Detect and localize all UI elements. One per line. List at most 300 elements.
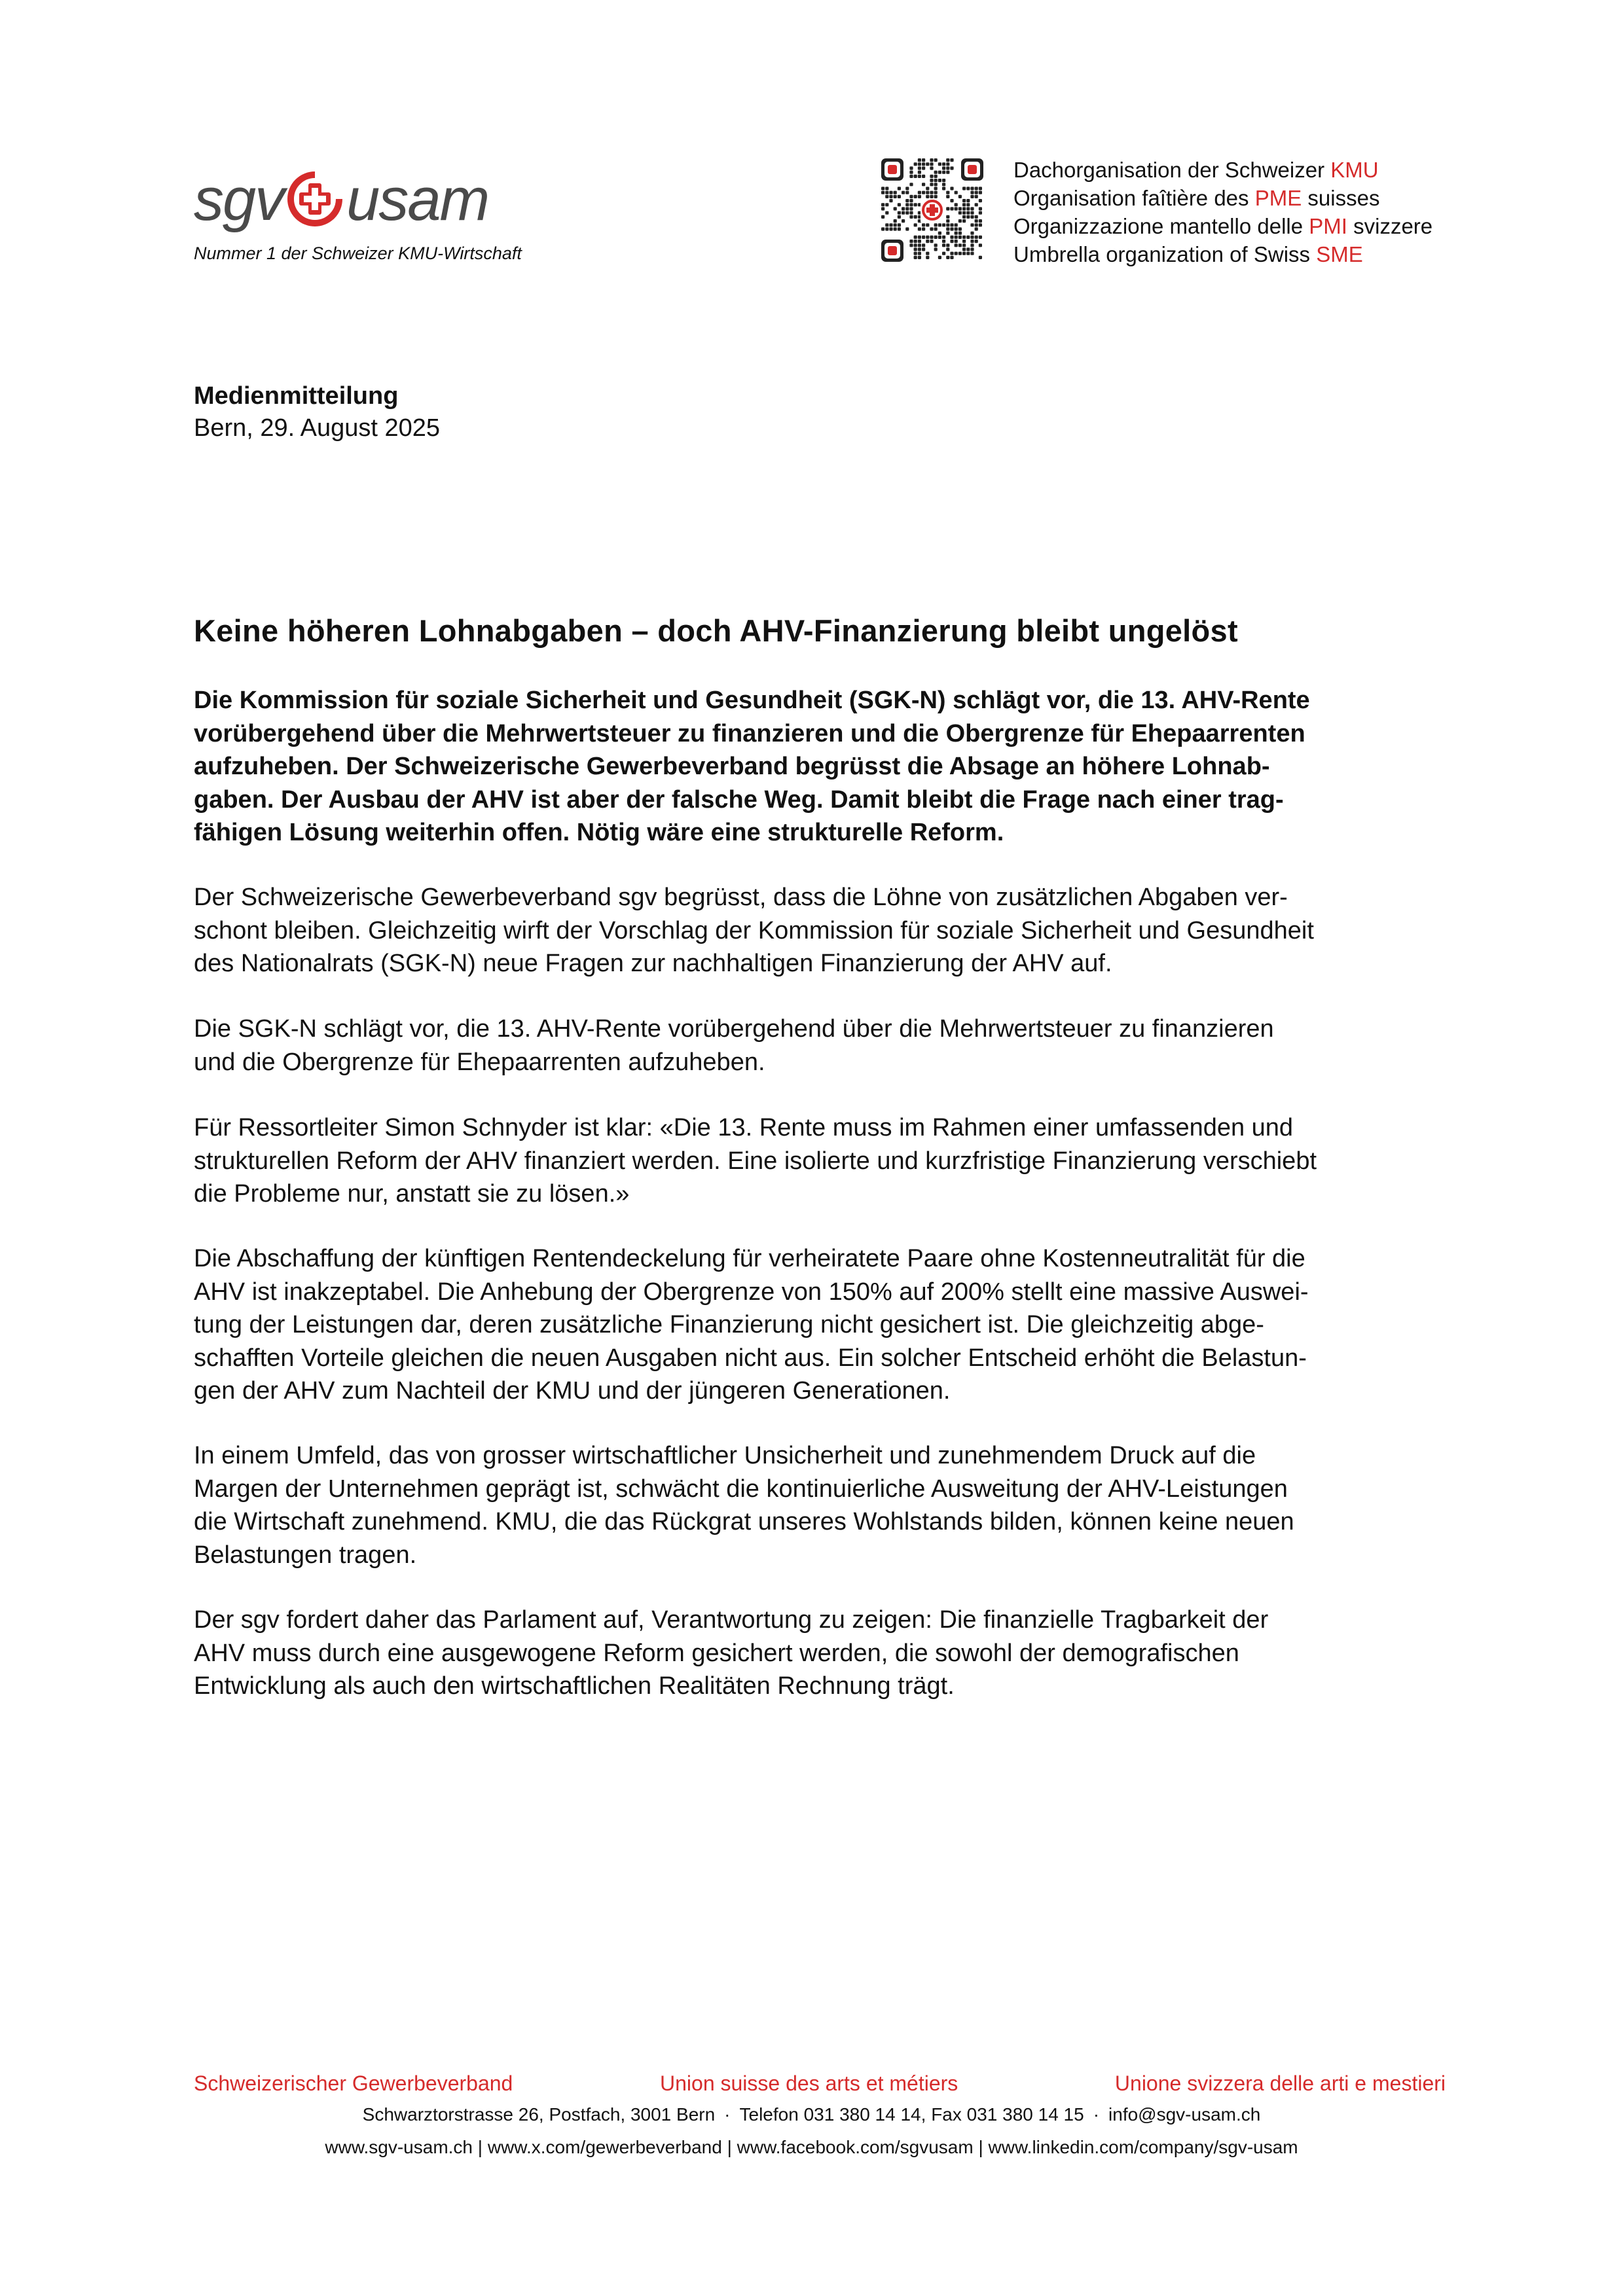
qr-module [946, 215, 949, 219]
footer-org-de: Schweizerischer Gewerbeverband [194, 2072, 513, 2095]
qr-module [942, 223, 945, 226]
qr-module [914, 223, 917, 226]
qr-module [930, 158, 933, 162]
qr-module [958, 252, 962, 255]
qr-module [926, 187, 929, 190]
paragraph-line: schafften Vorteile gleichen die neuen Ausgaben nicht aus. Ein solcher Entscheid erhöht die Belastun- [194, 1344, 1307, 1372]
lead-line: gaben. Der Ausbau der AHV ist aber der falsche Weg. Damit bleibt die Frage nach einer trag- [194, 785, 1284, 814]
qr-module [934, 247, 938, 251]
footer-email-link[interactable]: info@sgv-usam.ch [1108, 2104, 1261, 2125]
qr-module [942, 183, 945, 186]
paragraph-line: die Wirtschaft zunehmend. KMU, die das Rückgrat unseres Wohlstands bilden, können keine neuen [194, 1508, 1294, 1535]
qr-module [909, 203, 913, 206]
qr-module [909, 183, 913, 186]
qr-module [950, 240, 953, 243]
footer-phone: Telefon 031 380 14 14, Fax 031 380 14 15 [739, 2104, 1084, 2125]
qr-module [881, 203, 884, 206]
qr-module [955, 223, 958, 226]
qr-module [975, 240, 978, 243]
paragraph-line: AHV ist inakzeptabel. Die Anhebung der Obergrenze von 150% auf 200% stellt eine massive Auswei- [194, 1278, 1309, 1306]
qr-module [938, 236, 941, 239]
qr-module [918, 236, 921, 239]
qr-module [914, 236, 917, 239]
body-paragraph-2 [194, 1013, 1438, 1079]
qr-module [930, 162, 933, 166]
qr-module [955, 236, 958, 239]
qr-module [970, 236, 974, 239]
qr-module [942, 171, 945, 174]
qr-module [979, 211, 982, 215]
footer-organizations [194, 2072, 1446, 2098]
qr-module [930, 175, 933, 178]
qr-module [975, 223, 978, 226]
qr-module [922, 191, 925, 194]
footer-separator: · [724, 2104, 731, 2125]
qr-module [966, 187, 970, 190]
qr-module [934, 158, 938, 162]
qr-module [955, 252, 958, 255]
paragraph-line: In einem Umfeld, das von grosser wirtschaftlicher Unsicherheit und zunehmendem Druck auf die [194, 1442, 1256, 1469]
qr-module [934, 223, 938, 226]
body-paragraph-6 [194, 1604, 1438, 1703]
qr-module [909, 243, 913, 247]
qr-module [970, 243, 974, 247]
qr-module [946, 219, 949, 223]
paragraph-line: Belastungen tragen. [194, 1541, 417, 1569]
qr-module [902, 211, 905, 215]
qr-module [946, 162, 949, 166]
qr-module [930, 183, 933, 186]
qr-module [962, 215, 966, 219]
footer-separator: · [1093, 2104, 1100, 2125]
qr-module [934, 175, 938, 178]
qr-module [881, 227, 884, 230]
qr-module [942, 243, 945, 247]
qr-module [885, 187, 888, 190]
qr-module [926, 195, 929, 198]
qr-module [942, 240, 945, 243]
qr-module [979, 223, 982, 226]
qr-module [918, 195, 921, 198]
qr-module [902, 191, 905, 194]
qr-module [922, 236, 925, 239]
qr-module [934, 187, 938, 190]
qr-module [889, 191, 892, 194]
qr-module [979, 207, 982, 210]
qr-module [918, 162, 921, 166]
qr-module [885, 203, 888, 206]
qr-module [970, 195, 974, 198]
qr-module [926, 223, 929, 226]
qr-module [950, 158, 953, 162]
qr-module [955, 207, 958, 210]
qr-module [922, 227, 925, 230]
swiss-cross-emblem-icon [285, 169, 345, 229]
qr-module [958, 195, 962, 198]
paragraph-line: Die Abschaffung der künftigen Rentendeckelung für verheiratete Paare ohne Kostenneutralität für die [194, 1245, 1305, 1272]
qr-module [930, 236, 933, 239]
qr-module [930, 166, 933, 170]
qr-module [946, 247, 949, 251]
footer-link-separator: | [978, 2137, 983, 2157]
qr-module [926, 191, 929, 194]
qr-module [942, 179, 945, 182]
qr-module [979, 219, 982, 223]
release-type: Medienmitteilung [194, 382, 399, 410]
body-paragraph-3 [194, 1111, 1438, 1211]
qr-module [970, 240, 974, 243]
qr-module [946, 207, 949, 210]
qr-finder-top-right [961, 158, 983, 181]
qr-module [885, 227, 888, 230]
qr-module [946, 223, 949, 226]
qr-module [966, 252, 970, 255]
qr-module [970, 247, 974, 251]
qr-module [950, 166, 953, 170]
qr-module [958, 207, 962, 210]
qr-module [979, 256, 982, 259]
qr-module [970, 207, 974, 210]
qr-module [894, 219, 897, 223]
qr-module [881, 187, 884, 190]
qr-module [966, 199, 970, 202]
qr-module [975, 195, 978, 198]
paragraph-line: AHV muss durch eine ausgewogene Reform gesichert werden, die sowohl der demografischen [194, 1639, 1239, 1667]
qr-module [909, 215, 913, 219]
qr-module [918, 166, 921, 170]
qr-module [909, 166, 913, 170]
footer-links-line [0, 2137, 1623, 2158]
paragraph-line: Für Ressortleiter Simon Schnyder ist klar: «Die 13. Rente muss im Rahmen einer umfassenden und [194, 1114, 1294, 1141]
qr-module [934, 171, 938, 174]
qr-module [889, 227, 892, 230]
qr-module [898, 203, 901, 206]
footer-org-fr: Union suisse des arts et métiers [660, 2072, 958, 2095]
qr-module [950, 207, 953, 210]
qr-module [902, 219, 905, 223]
qr-module [946, 191, 949, 194]
qr-module [926, 256, 929, 259]
qr-module [938, 179, 941, 182]
qr-module [946, 243, 949, 247]
qr-module [966, 215, 970, 219]
qr-module [889, 195, 892, 198]
qr-module [950, 187, 953, 190]
qr-module [905, 191, 909, 194]
qr-module [938, 171, 941, 174]
qr-module [914, 240, 917, 243]
qr-module [914, 252, 917, 255]
qr-module [970, 215, 974, 219]
qr-module [914, 203, 917, 206]
qr-module [914, 247, 917, 251]
org-line-fr: Organisation faîtière des PME suisses [1013, 186, 1380, 210]
logo-text-right: usam [346, 166, 489, 233]
qr-module [914, 175, 917, 178]
qr-module [946, 158, 949, 162]
qr-module [898, 227, 901, 230]
qr-module [979, 187, 982, 190]
qr-module [898, 187, 901, 190]
qr-module [898, 223, 901, 226]
qr-module [950, 256, 953, 259]
lead-paragraph [194, 684, 1438, 850]
qr-module [958, 227, 962, 230]
qr-module [909, 171, 913, 174]
qr-module [909, 211, 913, 215]
qr-module [922, 162, 925, 166]
body-paragraph-1 [194, 881, 1438, 980]
org-line-it: Organizzazione mantello delle PMI svizzere [1013, 214, 1433, 238]
qr-module [930, 195, 933, 198]
qr-module [950, 236, 953, 239]
paragraph-line: Die SGK-N schlägt vor, die 13. AHV-Rente vorübergehend über die Mehrwertsteuer zu finanzieren [194, 1015, 1274, 1043]
qr-module [962, 199, 966, 202]
paragraph-line: Margen der Unternehmen geprägt ist, schwächt die kontinuierliche Ausweitung der AHV-Leistungen [194, 1475, 1288, 1503]
qr-module [955, 191, 958, 194]
qr-module [979, 243, 982, 247]
qr-module [955, 203, 958, 206]
lead-line: Die Kommission für soziale Sicherheit und Gesundheit (SGK-N) schlägt vor, die 13. AHV-Rente [194, 687, 1310, 714]
qr-module [955, 227, 958, 230]
paragraph-line: und die Obergrenze für Ehepaarrenten aufzuheben. [194, 1048, 765, 1076]
qr-module [918, 227, 921, 230]
qr-module [889, 199, 892, 202]
qr-module [918, 191, 921, 194]
qr-module [918, 240, 921, 243]
footer-link-website[interactable]: www.sgv-usam.ch [325, 2137, 473, 2157]
qr-module [975, 219, 978, 223]
qr-module [926, 162, 929, 166]
qr-module [922, 158, 925, 162]
qr-module [946, 227, 949, 230]
qr-module [894, 227, 897, 230]
qr-module [966, 203, 970, 206]
footer-org-it: Unione svizzera delle arti e mestieri [1114, 2072, 1446, 2095]
paragraph-line: Der Schweizerische Gewerbeverband sgv begrüsst, dass die Löhne von zusätzlichen Abgaben ver- [194, 884, 1288, 911]
qr-module [958, 211, 962, 215]
qr-module [942, 162, 945, 166]
qr-module [905, 211, 909, 215]
qr-module [962, 236, 966, 239]
qr-module [894, 195, 897, 198]
footer-link-x[interactable]: www.x.com/gewerbeverband [487, 2137, 722, 2157]
qr-module [966, 236, 970, 239]
qr-module [962, 203, 966, 206]
qr-module [918, 158, 921, 162]
sgv-usam-logo [194, 167, 560, 239]
qr-module [881, 191, 884, 194]
qr-module [926, 240, 929, 243]
qr-module [970, 191, 974, 194]
qr-module [946, 232, 949, 235]
qr-module [938, 223, 941, 226]
qr-module [979, 191, 982, 194]
logo-tagline: Nummer 1 der Schweizer KMU-Wirtschaft [194, 243, 522, 263]
qr-module [938, 256, 941, 259]
qr-module [885, 223, 888, 226]
paragraph-line: tung der Leistungen dar, deren zusätzliche Finanzierung nicht gesichert ist. Die gleichzeitig abge- [194, 1311, 1264, 1338]
qr-module [962, 252, 966, 255]
qr-code-icon [880, 157, 985, 263]
qr-module [962, 187, 966, 190]
qr-module [979, 199, 982, 202]
qr-module [902, 207, 905, 210]
org-line-de: Dachorganisation der Schweizer KMU [1013, 158, 1379, 182]
qr-module [922, 243, 925, 247]
qr-finder-top-left [881, 158, 903, 181]
footer-link-separator: | [477, 2137, 483, 2157]
qr-module [938, 232, 941, 235]
qr-module [950, 199, 953, 202]
paragraph-line: gen der AHV zum Nachteil der KMU und der jüngeren Generationen. [194, 1377, 951, 1405]
lead-line: aufzuheben. Der Schweizerische Gewerbeverband begrüsst die Absage an höhere Lohnab- [194, 753, 1270, 780]
paragraph-line: die Probleme nur, anstatt sie zu lösen.» [194, 1180, 630, 1208]
qr-module [930, 240, 933, 243]
qr-module [918, 243, 921, 247]
qr-module [934, 227, 938, 230]
qr-module [909, 207, 913, 210]
qr-module [905, 187, 909, 190]
qr-module [926, 236, 929, 239]
qr-module [918, 247, 921, 251]
qr-module [918, 256, 921, 259]
qr-module [955, 232, 958, 235]
qr-module [966, 211, 970, 215]
qr-module [922, 183, 925, 186]
paragraph-line: schont bleiben. Gleichzeitig wirft der Vorschlag der Kommission für soziale Sicherheit und Gesundheit [194, 916, 1314, 944]
qr-module [914, 162, 917, 166]
release-date: Bern, 29. August 2025 [194, 414, 441, 442]
qr-module [962, 243, 966, 247]
qr-module [942, 187, 945, 190]
footer-address: Schwarztorstrasse 26, Postfach, 3001 Bern [362, 2104, 716, 2125]
qr-module [930, 179, 933, 182]
qr-module [946, 256, 949, 259]
qr-module [909, 175, 913, 178]
qr-module [955, 240, 958, 243]
qr-module [930, 191, 933, 194]
logo-wordmark [194, 167, 488, 232]
qr-module [975, 187, 978, 190]
qr-module [934, 243, 938, 247]
qr-module [950, 252, 953, 255]
qr-module [918, 252, 921, 255]
qr-module [979, 236, 982, 239]
qr-module [946, 195, 949, 198]
qr-module [975, 236, 978, 239]
qr-module [881, 207, 884, 210]
qr-module [955, 243, 958, 247]
qr-module [942, 252, 945, 255]
qr-module [934, 191, 938, 194]
qr-module [958, 219, 962, 223]
qr-module [922, 175, 925, 178]
organization-names [1013, 156, 1432, 268]
qr-module [934, 179, 938, 182]
qr-module [914, 215, 917, 219]
qr-module [918, 171, 921, 174]
qr-module [909, 240, 913, 243]
qr-module [938, 162, 941, 166]
qr-module [905, 199, 909, 202]
qr-module [962, 207, 966, 210]
qr-module [909, 195, 913, 198]
qr-module [894, 223, 897, 226]
body-paragraph-4 [194, 1242, 1438, 1408]
qr-module [934, 195, 938, 198]
qr-finder-bottom-left [881, 240, 903, 262]
qr-module [966, 247, 970, 251]
qr-module [885, 211, 888, 215]
qr-module [962, 219, 966, 223]
qr-module [905, 207, 909, 210]
qr-module [926, 252, 929, 255]
qr-module [918, 175, 921, 178]
qr-module [975, 215, 978, 219]
qr-module [934, 183, 938, 186]
qr-module [905, 227, 909, 230]
body-paragraph-5 [194, 1439, 1438, 1571]
qr-module [962, 247, 966, 251]
qr-module [975, 227, 978, 230]
footer-link-linkedin[interactable]: www.linkedin.com/company/sgv-usam [988, 2137, 1298, 2157]
qr-module [942, 236, 945, 239]
paragraph-line: strukturellen Reform der AHV finanziert werden. Eine isolierte und kurzfristige Finanzierung verschiebt [194, 1147, 1317, 1175]
qr-module [958, 232, 962, 235]
paragraph-line: Der sgv fordert daher das Parlament auf, Verantwortung zu zeigen: Die finanzielle Tragbarkeit der [194, 1606, 1269, 1634]
footer-link-facebook[interactable]: www.facebook.com/sgvusam [737, 2137, 974, 2157]
qr-module [909, 199, 913, 202]
qr-module [970, 232, 974, 235]
qr-module [958, 243, 962, 247]
qr-module [975, 191, 978, 194]
qr-module [885, 195, 888, 198]
qr-module [946, 166, 949, 170]
qr-module [881, 215, 884, 219]
qr-module [922, 166, 925, 170]
qr-module [970, 211, 974, 215]
qr-module [962, 240, 966, 243]
qr-module [885, 191, 888, 194]
qr-module [958, 236, 962, 239]
lead-line: fähigen Lösung weiterhin offen. Nötig wäre eine strukturelle Reform. [194, 819, 1004, 846]
qr-module [970, 223, 974, 226]
paragraph-line: Entwicklung als auch den wirtschaftlichen Realitäten Rechnung trägt. [194, 1672, 955, 1700]
qr-module [975, 203, 978, 206]
paragraph-line: des Nationalrats (SGK-N) neue Fragen zur nachhaltigen Finanzierung der AHV auf. [194, 950, 1112, 977]
qr-module [889, 223, 892, 226]
qr-center-emblem [921, 198, 944, 222]
qr-module [950, 223, 953, 226]
org-line-en: Umbrella organization of Swiss SME [1013, 242, 1363, 266]
qr-module [898, 211, 901, 215]
qr-module [942, 166, 945, 170]
qr-module [970, 252, 974, 255]
qr-module [914, 195, 917, 198]
qr-module [922, 247, 925, 251]
qr-module [934, 236, 938, 239]
footer-link-separator: | [727, 2137, 732, 2157]
qr-module [946, 171, 949, 174]
qr-module [914, 243, 917, 247]
qr-module [894, 191, 897, 194]
qr-module [966, 207, 970, 210]
qr-module [950, 227, 953, 230]
qr-module [930, 227, 933, 230]
qr-module [970, 187, 974, 190]
qr-module [898, 215, 901, 219]
